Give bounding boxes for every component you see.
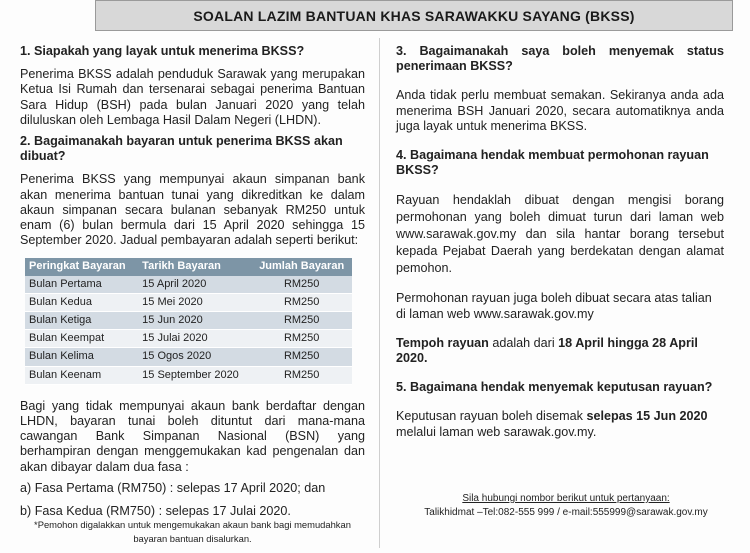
- appeal-period-label: Tempoh rayuan: [396, 335, 489, 350]
- page-title: SOALAN LAZIM BANTUAN KHAS SARAWAKKU SAYANG (BKSS): [95, 0, 733, 31]
- appeal-period-dates: 18 April hingga 28 April 2020: [396, 335, 698, 366]
- cell-date: 15 Mei 2020: [138, 293, 251, 311]
- left-column: [20, 38, 365, 519]
- col-header-amount: Jumlah Bayaran: [251, 258, 352, 275]
- cell-amount: RM250: [251, 312, 352, 330]
- col-header-date: Tarikh Bayaran: [138, 258, 251, 275]
- contact-line: Talikhidmat –Tel:082-555 999 / e-mail:555999@sarawak.gov.my: [424, 507, 708, 518]
- table-row: [25, 330, 352, 348]
- cell-stage: Bulan Keempat: [25, 330, 138, 348]
- question-3: 3. Bagaimanakah saya boleh menyemak status penerimaan BKSS?: [396, 44, 724, 74]
- answer-4: Rayuan hendaklah dibuat dengan mengisi borang permohonan yang boleh dimuat turun dari laman web www.sarawak.gov.my dan sila hantar borang tersebut kepada Pejabat Daerah yang berdekatan dengan alamat pemohon.: [396, 193, 724, 276]
- cell-amount: RM250: [251, 293, 352, 311]
- table-row: [25, 366, 352, 384]
- answer-1: Penerima BKSS adalah penduduk Sarawak yang merupakan Ketua Isi Rumah dan tersenarai sebagai penerima Bantuan Sara Hidup (BSH) pada bulan Januari 2020 yang telah diluluskan oleh Lembaga Hasil Dalam Negeri (LHDN).: [20, 67, 365, 127]
- table-row: [25, 276, 352, 294]
- cell-date: 15 Julai 2020: [138, 330, 251, 348]
- cell-stage: Bulan Keenam: [25, 366, 138, 384]
- answer-4-online: Permohonan rayuan juga boleh dibuat secara atas talian di laman web www.sarawak.gov.my: [396, 291, 712, 321]
- table-row: [25, 348, 352, 366]
- table-header-row: [25, 258, 352, 275]
- question-1: 1. Siapakah yang layak untuk menerima BKSS?: [20, 44, 305, 58]
- cell-stage: Bulan Pertama: [25, 276, 138, 294]
- cell-amount: RM250: [251, 366, 352, 384]
- answer-2: Penerima BKSS yang mempunyai akaun simpanan bank akan menerima bantuan tunai yang dikreditkan ke dalam akaun simpanan secara bulanan sebanyak RM250 untuk enam (6) bulan bermula dari 15 April 2020 sehingga 15 September 2020. Jadual pembayaran adalah seperti berikut:: [20, 172, 365, 248]
- cell-amount: RM250: [251, 348, 352, 366]
- cell-stage: Bulan Kedua: [25, 293, 138, 311]
- question-5: 5. Bagaimana hendak menyemak keputusan rayuan?: [396, 380, 713, 395]
- answer-5-prefix: Keputusan rayuan boleh disemak: [396, 409, 587, 424]
- cell-date: 15 April 2020: [138, 276, 251, 294]
- payment-schedule-table: [25, 258, 352, 384]
- footnote: *Pemohon digalakkan untuk mengemukakan akaun bank bagi memudahkan bayaran bantuan disalurkan.: [34, 519, 351, 544]
- cell-amount: RM250: [251, 330, 352, 348]
- table-row: [25, 293, 352, 311]
- cell-stage: Bulan Kelima: [25, 348, 138, 366]
- column-divider: [379, 38, 380, 548]
- right-column: [396, 38, 724, 440]
- cell-stage: Bulan Ketiga: [25, 312, 138, 330]
- question-4: 4. Bagaimana hendak membuat permohonan rayuan BKSS?: [396, 148, 709, 178]
- appeal-period: [396, 336, 724, 366]
- answer-5: [396, 409, 724, 439]
- contact-heading: Sila hubungi nombor berikut untuk pertanyaan:: [462, 493, 670, 504]
- answer-5-suffix: melalui laman web sarawak.gov.my.: [396, 424, 597, 439]
- answer-5-date: selepas 15 Jun 2020: [586, 409, 708, 424]
- answer-3: Anda tidak perlu membuat semakan. Sekiranya anda ada menerima BSH Januari 2020, secara automatiknya anda juga layak untuk menerima BKSS.: [396, 88, 724, 133]
- cell-amount: RM250: [251, 276, 352, 294]
- question-2: 2. Bagaimanakah bayaran untuk penerima BKSS akan dibuat?: [20, 134, 343, 164]
- appeal-period-end: .: [424, 351, 428, 366]
- phase-a: a) Fasa Pertama (RM750) : selepas 17 April 2020; dan: [20, 480, 326, 495]
- cell-date: 15 September 2020: [138, 366, 251, 384]
- col-header-stage: Peringkat Bayaran: [25, 258, 138, 275]
- cell-date: 15 Ogos 2020: [138, 348, 251, 366]
- table-row: [25, 312, 352, 330]
- appeal-period-mid: adalah dari: [488, 335, 559, 350]
- cell-date: 15 Jun 2020: [138, 312, 251, 330]
- phase-b: b) Fasa Kedua (RM750) : selepas 17 Julai 2020.: [20, 504, 291, 519]
- answer-2-cash: Bagi yang tidak mempunyai akaun bank berdaftar dengan LHDN, bayaran tunai boleh dituntut dari mana-mana cawangan Bank Simpanan Nasional (BSN) yang berhampiran dengan menggemukakan kad pengenalan dan akan dibayar dalam dua fasa :: [20, 398, 365, 474]
- contact-info: [396, 492, 736, 520]
